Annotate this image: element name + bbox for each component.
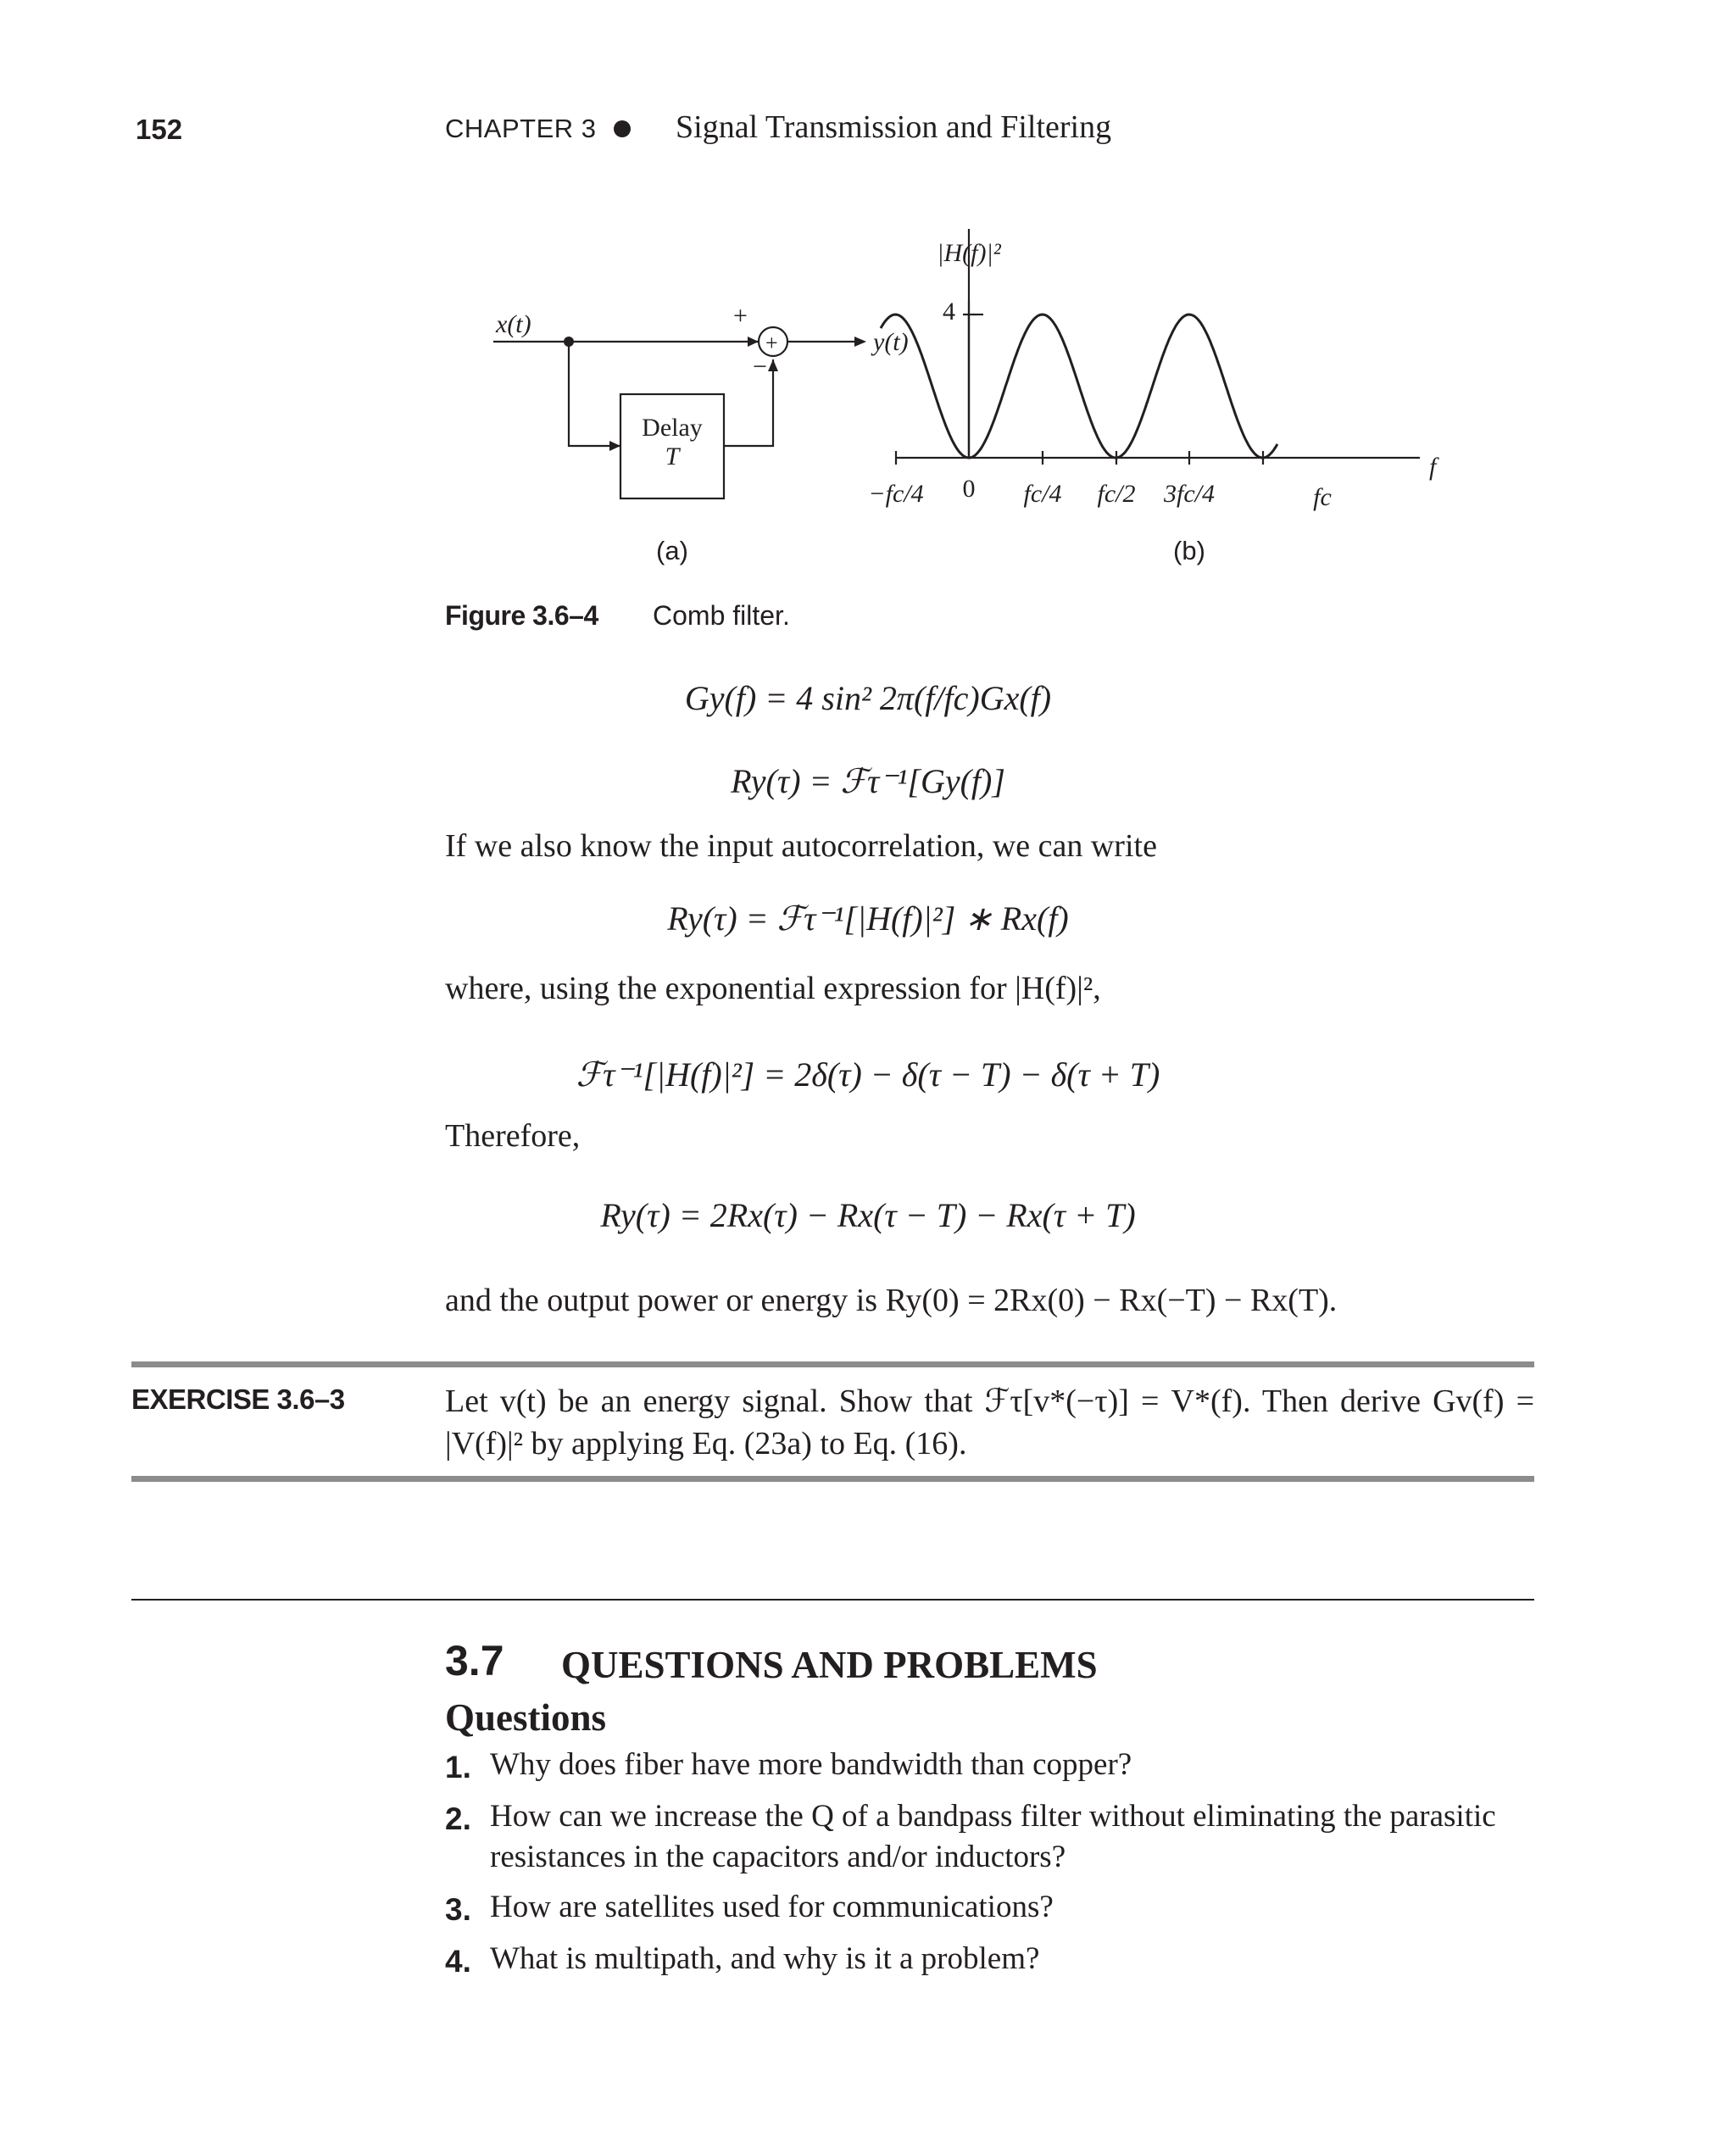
delay-label: Delay: [642, 414, 703, 442]
input-label: x(t): [496, 310, 531, 338]
x-tick-label: 0: [962, 475, 976, 503]
question-text: Why does fiber have more bandwidth than copper?: [490, 1747, 1132, 1782]
question-number: 1.: [445, 1750, 471, 1784]
exercise-bottom-rule: [131, 1476, 1534, 1482]
equation-ry: Ry(τ) = ℱτ⁻¹[Gy(f)]: [731, 762, 1005, 800]
paragraph: Therefore,: [445, 1118, 581, 1154]
question-number: 4.: [445, 1944, 471, 1979]
equation-ry-result: Ry(τ) = 2Rx(τ) − Rx(τ − T) − Rx(τ + T): [600, 1196, 1136, 1234]
question-text: What is multipath, and why is it a problem?: [490, 1941, 1040, 1976]
plot-x-symbol: f: [1429, 453, 1437, 481]
question-text: How are satellites used for communications?: [490, 1890, 1054, 1924]
equation-ry-convolution: Ry(τ) = ℱτ⁻¹[|H(f)|²] ∗ Rx(f): [667, 899, 1069, 938]
question-number: 3.: [445, 1892, 471, 1927]
panel-b-label: (b): [1173, 536, 1205, 565]
equation-inverse-transform: ℱτ⁻¹[|H(f)|²] = 2δ(τ) − δ(τ − T) − δ(τ + T): [576, 1055, 1160, 1094]
question-text: How can we increase the Q of a bandpass filter without eliminating the parasitic resistances in the capacitors and/or inductors?: [490, 1799, 1496, 1874]
output-label: y(t): [873, 328, 909, 356]
plot-y-label: |H(f)|²: [937, 239, 1001, 267]
x-tick-label: 3fc/4: [1164, 480, 1215, 508]
question-number: 2.: [445, 1801, 471, 1836]
x-tick-label: fc/4: [1023, 480, 1062, 508]
plus-sign: +: [733, 302, 748, 330]
exercise-text: Let v(t) be an energy signal. Show that ℱτ[v*(−τ)] = V*(f). Then derive Gv(f) = |V(f)|² by applying Eq. (23a) to Eq. (16).: [445, 1383, 1534, 1461]
panel-a-label: (a): [656, 536, 688, 565]
paragraph: and the output power or energy is Ry(0) = 2Rx(0) − Rx(−T) − Rx(T).: [445, 1283, 1338, 1318]
chapter-title: Signal Transmission and Filtering: [676, 109, 1112, 145]
section-rule: [131, 1599, 1534, 1601]
delay-T-label: T: [665, 443, 680, 470]
header-bullet: [614, 120, 631, 137]
plot-y-tick: 4: [943, 298, 955, 326]
exercise-label: EXERCISE 3.6–3: [131, 1383, 345, 1415]
section-title: QUESTIONS AND PROBLEMS: [561, 1644, 1098, 1686]
exercise-top-rule: [131, 1361, 1534, 1367]
chapter-label: CHAPTER 3: [445, 114, 597, 143]
paragraph: If we also know the input autocorrelation, we can write: [445, 828, 1157, 864]
section-number: 3.7: [445, 1637, 504, 1684]
minus-sign: −: [753, 353, 767, 381]
summer-symbol: +: [765, 331, 778, 355]
equation-gy: Gy(f) = 4 sin² 2π(f/fc)Gx(f): [684, 679, 1052, 717]
x-tick-label: fc/2: [1097, 480, 1136, 508]
figure-caption-text: Comb filter.: [653, 600, 790, 631]
page-number: 152: [136, 114, 183, 145]
figure-caption-label: Figure 3.6–4: [445, 600, 598, 631]
comb-filter-figure: [475, 229, 1492, 585]
paragraph: where, using the exponential expression for |H(f)|²,: [445, 971, 1101, 1006]
subheading: Questions: [445, 1696, 607, 1739]
x-tick-label: fc: [1313, 483, 1332, 511]
x-tick-label: −fc/4: [868, 480, 924, 508]
